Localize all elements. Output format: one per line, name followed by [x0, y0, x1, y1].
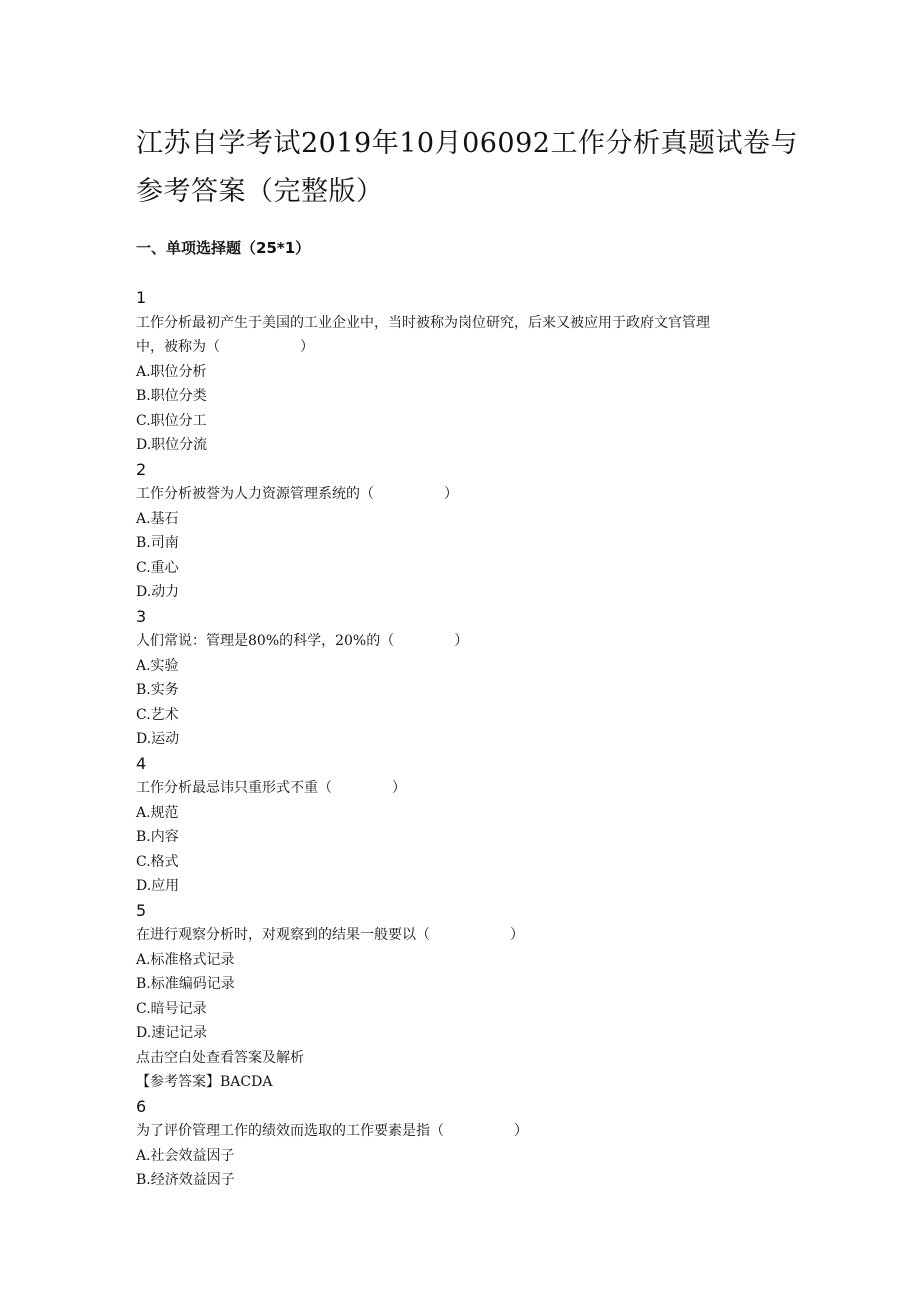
- option-c: C.重心: [136, 559, 179, 576]
- option-d: D.职位分流: [136, 437, 208, 453]
- question-1: [136, 286, 796, 458]
- option-a: A.社会效益因子: [136, 1147, 235, 1164]
- question-stem: [136, 629, 796, 654]
- option-d: D.动力: [136, 584, 180, 600]
- option-c: C.职位分工: [136, 412, 207, 429]
- option-b: B.职位分类: [136, 388, 207, 404]
- option-b: B.司南: [136, 535, 179, 551]
- option-b: B.内容: [136, 829, 179, 845]
- option-d: D.运动: [136, 731, 180, 747]
- question-stem-close: ）: [300, 339, 314, 355]
- option-d: D.速记记录: [136, 1025, 208, 1041]
- question-stem-close: ）: [454, 633, 469, 649]
- question-stem: 工作分析最初产生于美国的工业企业中，当时被称为岗位研究，后来又被应用于政府文官管理: [136, 314, 710, 331]
- question-stem-text: 中，被称为（: [136, 339, 220, 355]
- question-4: [136, 752, 796, 899]
- option-c: C.暗号记录: [136, 1000, 207, 1017]
- question-6: [136, 1095, 796, 1193]
- option-c: C.艺术: [136, 706, 179, 723]
- question-stem-text: 为了评价管理工作的绩效而选取的工作要素是指（: [136, 1123, 444, 1139]
- question-number: 2: [136, 459, 147, 479]
- question-list: [136, 286, 796, 1193]
- question-number: 6: [136, 1096, 147, 1116]
- question-3: [136, 605, 796, 752]
- question-2: [136, 458, 796, 605]
- option-a: A.标准格式记录: [136, 951, 235, 968]
- question-stem-text: 工作分析被誉为人力资源管理系统的（: [136, 486, 374, 502]
- question-number: 5: [136, 900, 147, 920]
- question-5: [136, 899, 796, 1046]
- question-stem: [136, 776, 796, 801]
- question-stem-close: ）: [392, 780, 406, 796]
- option-a: A.规范: [136, 804, 179, 821]
- option-a: A.实验: [136, 657, 179, 674]
- question-stem: [136, 923, 796, 948]
- question-stem-text: 在进行观察分析时，对观察到的结果一般要以（: [136, 927, 430, 943]
- option-a: A.职位分析: [136, 363, 207, 380]
- show-answer-link[interactable]: 点击空白处查看答案及解析: [136, 1049, 304, 1066]
- question-stem: [136, 1119, 796, 1144]
- question-stem-text: 工作分析最忌讳只重形式不重（: [136, 780, 332, 796]
- question-number: 3: [136, 606, 147, 626]
- question-stem-close: ）: [514, 1123, 528, 1139]
- question-number: 1: [136, 288, 147, 307]
- question-number: 4: [136, 753, 147, 773]
- option-c: C.格式: [136, 853, 179, 870]
- reference-answer: 【参考答案】BACDA: [136, 1074, 273, 1090]
- answer-block: [136, 1046, 796, 1095]
- option-b: B.实务: [136, 682, 179, 698]
- document-title: 江苏自学考试2019年10月06092工作分析真题试卷与参考答案（完整版）: [136, 128, 798, 207]
- option-b: B.经济效益因子: [136, 1172, 235, 1188]
- option-a: A.基石: [136, 510, 179, 527]
- section-heading: 一、单项选择题（25*1）: [136, 239, 311, 257]
- question-stem-text: 人们常说：管理是80%的科学，20%的（: [136, 633, 395, 649]
- question-stem: [136, 482, 796, 507]
- option-d: D.应用: [136, 878, 180, 894]
- option-b: B.标准编码记录: [136, 976, 235, 992]
- question-stem-close: ）: [510, 927, 524, 943]
- question-stem-continued: [136, 335, 796, 360]
- question-stem-close: ）: [444, 486, 458, 502]
